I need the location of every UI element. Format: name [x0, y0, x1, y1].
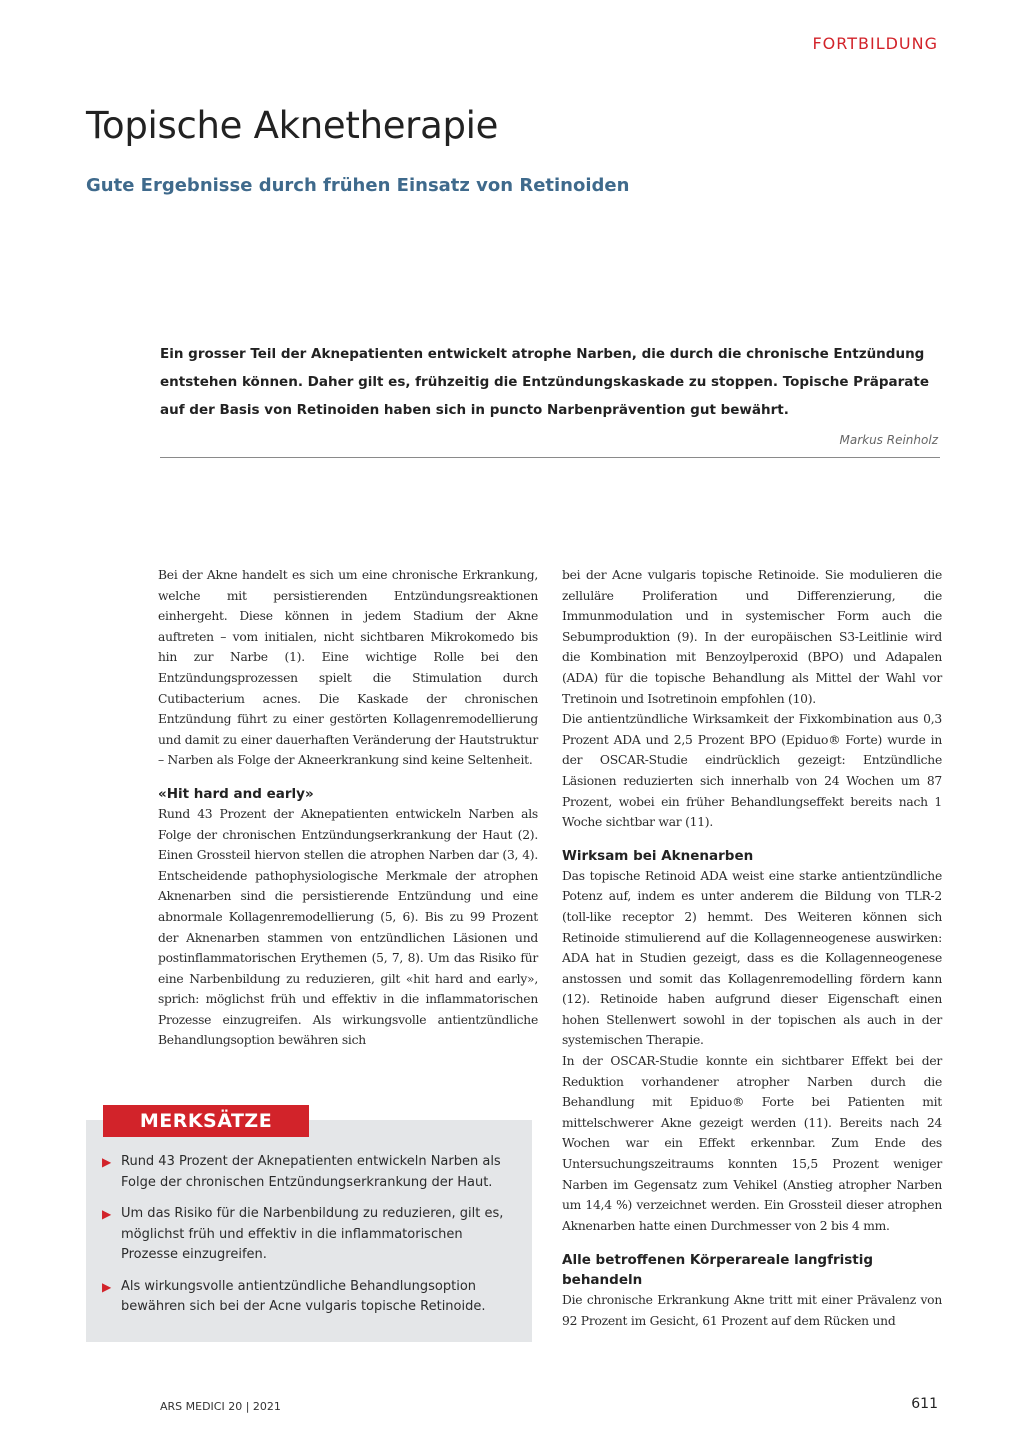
key-point-text: Rund 43 Prozent der Aknepatienten entwickeln Narben als Folge der chronischen Entzündungserkrankung der Haut. [121, 1154, 501, 1190]
article-subtitle: Gute Ergebnisse durch frühen Einsatz von Retinoiden [86, 175, 630, 196]
section-heading: «Hit hard and early» [158, 785, 314, 802]
body-paragraph: Die antientzündliche Wirksamkeit der Fixkombination aus 0,3 Prozent ADA und 2,5 Prozent BPO (Epiduo® Forte) wurde in der OSCAR-Studie eindrücklich gezeigt: Entzündliche Läsionen reduzierten sich innerhalb von 24 Wochen um 87 Prozent, wobei ein früher Behandlungseffekt bereits nach 1 Woche sichtbar war (11). [562, 712, 942, 830]
key-points-list [102, 1152, 522, 1329]
key-point-item [102, 1277, 522, 1318]
right-triangle-icon: ▶ [102, 1155, 112, 1169]
journal-footer: ARS MEDICI 20 | 2021 [160, 1400, 281, 1413]
key-points-title: MERKSÄTZE [103, 1105, 309, 1137]
body-paragraph: Bei der Akne handelt es sich um eine chronische Erkrankung, welche mit persistierenden Entzündungsreaktionen einhergeht. Diese können in jedem Stadium der Akne auftreten – vom initialen, nicht sichtbaren Mikrokomedo bis hin zur Narbe (1). Eine wichtige Rolle bei den Entzündungsprozessen spielt die Stimulation durch Cutibacterium acnes. Die Kaskade der chronischen Entzündung führt zu einer gestörten Kollagenremodellierung und damit zu einer dauerhaften Veränderung der Hautstruktur – Narben als Folge der Akneerkrankung sind keine Seltenheit. [158, 568, 538, 768]
key-point-text: Um das Risiko für die Narbenbildung zu reduzieren, gilt es, möglichst früh und effektiv in die inflammatorischen Prozesse einzugreifen. [121, 1206, 504, 1262]
key-point-item [102, 1152, 522, 1193]
right-triangle-icon: ▶ [102, 1207, 112, 1221]
body-paragraph: Das topische Retinoid ADA weist eine starke antientzündliche Potenz auf, indem es unter anderem die Bildung von TLR-2 (toll-like receptor 2) hemmt. Des Weiteren können sich Retinoide stimulierend auf die Kollagenneogenese auswirken: ADA hat in Studien gezeigt, dass es die Kollagenneogenese anstossen und somit das Kollagenremodelling fördern kann (12). Retinoide haben aufgrund dieser Eigenschaft einen hohen Stellenwert sowohl in der topischen als auch in der systemischen Therapie. [562, 868, 942, 1048]
article-title: Topische Aknetherapie [86, 104, 499, 147]
key-point-text: Als wirkungsvolle antientzündliche Behandlungsoption bewähren sich bei der Acne vulgaris topische Retinoide. [121, 1278, 486, 1314]
article-author: Markus Reinholz [839, 433, 938, 447]
body-paragraph: Rund 43 Prozent der Aknepatienten entwickeln Narben als Folge der chronischen Entzündungserkrankung der Haut (2). Einen Grossteil hiervon stellen die atrophen Narben dar (3, 4). Entscheidende pathophysiologische Merkmale der atrophen Aknenarben sind die persistierende Entzündung und eine abnormale Kollagenremodellierung (5, 6). Bis zu 99 Prozent der Aknenarben stammen von entzündlichen Läsionen und postinflammatorischen Erythemen (5, 7, 8). Um das Risiko für eine Narbenbildung zu reduzieren, gilt «hit hard and early», sprich: möglichst früh und effektiv in die inflammatorischen Prozesse einzugreifen. Als wirkungsvolle antientzündliche Behandlungsoption bewähren sich [158, 806, 538, 1048]
body-paragraph: Die chronische Erkrankung Akne tritt mit einer Prävalenz von 92 Prozent im Gesicht, 61 Prozent auf dem Rücken und [562, 1293, 942, 1328]
article-lead: Ein grosser Teil der Aknepatienten entwickelt atrophe Narben, die durch die chronische Entzündung entstehen können. Daher gilt es, frühzeitig die Entzündungskaskade zu stoppen. Topische Präparate auf der Basis von Retinoiden haben sich in puncto Narbenprävention gut bewährt. [160, 346, 929, 418]
section-heading: Wirksam bei Aknenarben [562, 847, 754, 864]
section-heading: Alle betroffenen Körperareale langfristig behandeln [562, 1252, 874, 1289]
body-paragraph: bei der Acne vulgaris topische Retinoide. Sie modulieren die zelluläre Proliferation und Differenzierung, die Immunmodulation und in systemischer Form auch die Sebumproduktion (9). In der europäischen S3-Leitlinie wird die Kombination mit Benzoylperoxid (BPO) und Adapalen (ADA) für die topische Behandlung als Mittel der Wahl vor Tretinoin und Isotretinoin empfohlen (10). [562, 568, 942, 706]
body-column-left [158, 565, 538, 1051]
body-paragraph: In der OSCAR-Studie konnte ein sichtbarer Effekt bei der Reduktion vorhandener atropher Narben durch die Behandlung mit Epiduo® Forte bei Patienten mit mittelschwerer Akne gezeigt werden (11). Bereits nach 24 Wochen war ein Effekt erkennbar. Zum Ende des Untersuchungszeitraums konnten 15,5 Prozent weniger Narben im Gegensatz zum Vehikel (Anstieg atropher Narben um 14,4 %) verzeichnet werden. Ein Grossteil dieser atrophen Aknenarben hatte einen Durchmesser von 2 bis 4 mm. [562, 1054, 942, 1233]
right-triangle-icon: ▶ [102, 1279, 112, 1294]
key-point-item [102, 1204, 522, 1266]
page-number: 611 [911, 1396, 938, 1412]
body-column-right [562, 565, 942, 1332]
section-label: FORTBILDUNG [812, 34, 938, 53]
lead-divider [160, 457, 940, 458]
